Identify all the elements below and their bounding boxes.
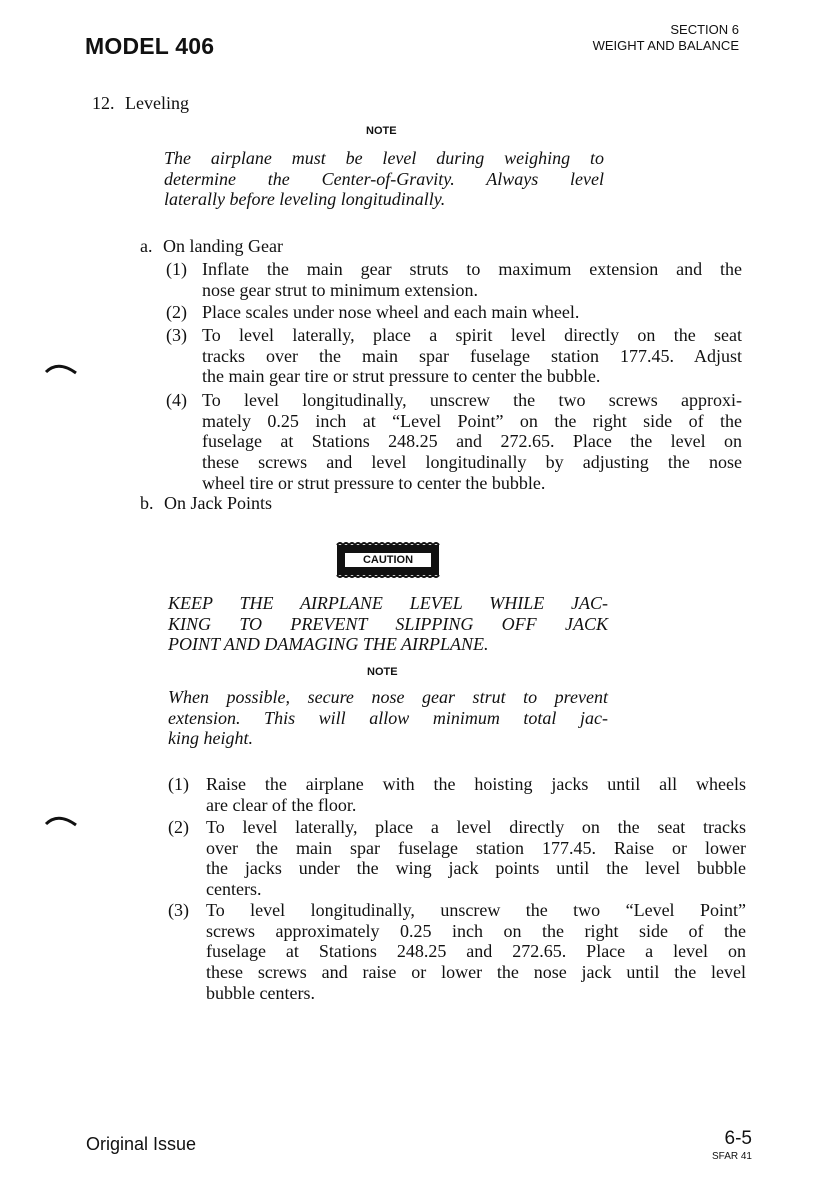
caution-label — [334, 542, 442, 578]
step-line: Inflate the main gear struts to maximum extension and the — [202, 259, 742, 279]
step-number: (2) — [166, 302, 187, 322]
step-line: bubble centers. — [206, 982, 315, 1003]
note-line: king height. — [168, 728, 253, 749]
step-line: To level laterally, place a level directly on the seat tracks — [206, 817, 746, 837]
step-number: (2) — [168, 817, 189, 837]
footer-issue: Original Issue — [86, 1134, 197, 1154]
step-line: To level laterally, place a spirit level directly on the seat — [202, 325, 742, 345]
section-title: WEIGHT AND BALANCE — [592, 37, 739, 53]
step-line: To level longitudinally, unscrew the two screws approxi- — [202, 390, 742, 410]
note-line: laterally before leveling longitudinally. — [164, 189, 446, 210]
step-body — [206, 900, 746, 1004]
note-body — [168, 687, 608, 749]
step-line: mately 0.25 inch at “Level Point” on the right side of the — [202, 410, 742, 431]
section-heading — [593, 22, 739, 53]
note-title: NOTE — [366, 125, 397, 137]
note-line: The airplane must be level during weighing to — [164, 148, 604, 168]
revision-bar-icon — [44, 362, 80, 376]
note-body — [164, 148, 604, 210]
section-number: SECTION 6 — [670, 22, 739, 37]
model-title: MODEL 406 — [85, 33, 215, 59]
page-number: 6-5 — [724, 1128, 752, 1149]
subsection-letter: b. — [140, 493, 154, 513]
revision-bar-icon — [44, 814, 80, 828]
step-line: the jacks under the wing jack points until the level bubble — [206, 858, 746, 879]
step-line: centers. — [206, 879, 262, 900]
heading-number: 12. — [92, 93, 115, 113]
step-line: screws approximately 0.25 inch on the right side of the — [206, 920, 746, 941]
step-line: these screws and level longitudinally by adjusting the nose — [202, 452, 742, 473]
leveling-heading — [92, 93, 189, 114]
subsection-b — [140, 493, 272, 514]
note-line: determine the Center-of-Gravity. Always level — [164, 168, 604, 189]
caution-line: KING TO PREVENT SLIPPING OFF JACK — [168, 613, 608, 634]
step-body — [202, 325, 742, 387]
step-body — [206, 817, 746, 900]
step-line: these screws and raise or lower the nose jack until the level — [206, 962, 746, 983]
caution-line: POINT AND DAMAGING THE AIRPLANE. — [168, 634, 489, 655]
step-number: (4) — [166, 390, 187, 410]
step-number: (1) — [168, 774, 189, 794]
step-line: Raise the airplane with the hoisting jacks until all wheels — [206, 774, 746, 794]
caution-body — [168, 593, 608, 655]
step-body — [202, 390, 742, 494]
step-line: Place scales under nose wheel and each main wheel. — [202, 302, 580, 322]
subsection-title: On landing Gear — [163, 236, 283, 256]
step-number: (3) — [168, 900, 189, 920]
sfar-label: SFAR 41 — [711, 1151, 752, 1162]
step-number: (1) — [166, 259, 187, 279]
step-line: fuselage at Stations 248.25 and 272.65. Place the level on — [202, 431, 742, 452]
note-line: When possible, secure nose gear strut to prevent — [168, 687, 608, 707]
subsection-title: On Jack Points — [164, 493, 272, 513]
step-body — [202, 302, 742, 323]
step-line: over the main spar fuselage station 177.45. Raise or lower — [206, 837, 746, 858]
step-line: To level longitudinally, unscrew the two “Level Point” — [206, 900, 746, 920]
step-body — [202, 259, 742, 300]
note-line: extension. This will allow minimum total jac- — [168, 707, 608, 728]
step-body — [206, 774, 746, 815]
caution-text-label: CAUTION — [343, 551, 433, 569]
caution-line: KEEP THE AIRPLANE LEVEL WHILE JAC- — [168, 593, 608, 613]
subsection-a — [140, 236, 283, 257]
heading-title: Leveling — [125, 93, 189, 113]
step-line: nose gear strut to minimum extension. — [202, 279, 478, 300]
step-line: wheel tire or strut pressure to center the bubble. — [202, 472, 546, 493]
step-line: fuselage at Stations 248.25 and 272.65. Place a level on — [206, 941, 746, 962]
step-number: (3) — [166, 325, 187, 345]
note-title: NOTE — [367, 666, 398, 678]
step-line: are clear of the floor. — [206, 794, 357, 815]
step-line: the main gear tire or strut pressure to center the bubble. — [202, 366, 601, 387]
subsection-letter: a. — [140, 236, 153, 256]
step-line: tracks over the main spar fuselage station 177.45. Adjust — [202, 345, 742, 366]
